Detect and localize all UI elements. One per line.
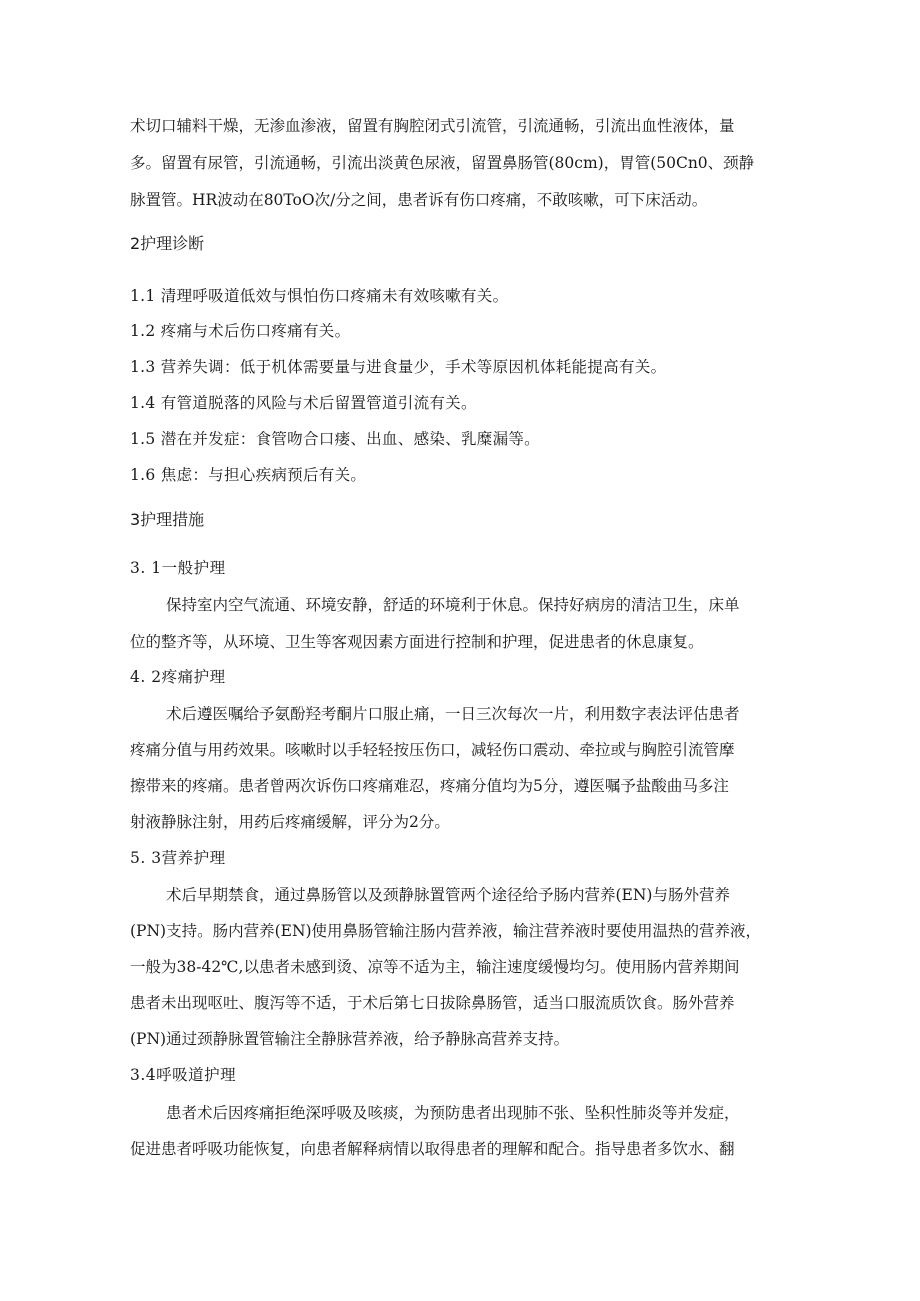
subsection-title-general-care: 3. 1一般护理 (130, 559, 226, 577)
diagnosis-item: 1.6 焦虑：与担心疾病预后有关。 (130, 466, 367, 484)
diagnosis-item: 1.3 营养失调：低于机体需要量与进食量少，手术等原因机体耗能提高有关。 (130, 358, 667, 376)
paragraph-line: 疼痛分值与用药效果。咳嗽时以手轻轻按压伤口，减轻伤口震动、牵拉或与胸腔引流管摩 (130, 741, 735, 759)
diagnosis-item: 1.4 有管道脱落的风险与术后留置管道引流有关。 (130, 394, 477, 412)
diagnosis-item: 1.1 清理呼吸道低效与惧怕伤口疼痛未有效咳嗽有关。 (130, 287, 509, 305)
subsection-title-pain-care: 4. 2疼痛护理 (130, 668, 226, 686)
paragraph-line: 患者未出现呕吐、腹泻等不适，于术后第七日拔除鼻肠管，适当口服流质饮食。肠外营养 (130, 994, 735, 1012)
subsection-title-respiratory-care: 3.4呼吸道护理 (130, 1066, 237, 1084)
diagnosis-item: 1.2 疼痛与术后伤口疼痛有关。 (130, 322, 351, 340)
intro-line: 多。留置有尿管，引流通畅，引流出淡黄色尿液，留置鼻肠管(80cm)，胃管(50Cn0、颈静 (130, 154, 755, 172)
diagnosis-item: 1.5 潜在并发症：食管吻合口瘘、出血、感染、乳糜漏等。 (130, 430, 540, 448)
paragraph-line: 促进患者呼吸功能恢复，向患者解释病情以取得患者的理解和配合。指导患者多饮水、翻 (130, 1140, 735, 1158)
paragraph-line: 患者术后因疼痛拒绝深呼吸及咳痰，为预防患者出现肺不张、坠积性肺炎等并发症， (166, 1104, 740, 1122)
paragraph-line: 擦带来的疼痛。患者曾两次诉伤口疼痛难忍，疼痛分值均为5分，遵医嘱予盐酸曲马多注 (130, 777, 729, 795)
intro-line: 脉置管。HR波动在80ToO次/分之间，患者诉有伤口疼痛，不敢咳嗽，可下床活动。 (130, 191, 708, 209)
paragraph-line: 一般为38-42℃,以患者未感到烫、凉等不适为主，输注速度缓慢均匀。使用肠内营养期间 (130, 958, 740, 976)
paragraph-line: 位的整齐等，从环境、卫生等客观因素方面进行控制和护理，促进患者的休息康复。 (130, 633, 704, 651)
section-heading-diagnosis: 2护理诊断 (130, 234, 205, 253)
paragraph-line: 术后遵医嘱给予氨酚羟考酮片口服止痛，一日三次每次一片，利用数字表法评估患者 (166, 705, 740, 723)
intro-line: 术切口辅料干燥，无渗血渗液，留置有胸腔闭式引流管，引流通畅，引流出血性液体，量 (130, 117, 735, 135)
paragraph-line: 保持室内空气流通、环境安静，舒适的环境利于休息。保持好病房的清洁卫生，床单 (166, 596, 740, 614)
paragraph-line: (PN)支持。肠内营养(EN)使用鼻肠管输注肠内营养液，输注营养液时要使用温热的营养液， (130, 922, 762, 940)
paragraph-line: (PN)通过颈静脉置管输注全静脉营养液，给予静脉高营养支持。 (130, 1030, 570, 1048)
paragraph-line: 术后早期禁食，通过鼻肠管以及颈静脉置管两个途径给予肠内营养(EN)与肠外营养 (166, 886, 730, 904)
paragraph-line: 射液静脉注射，用药后疼痛缓解，评分为2分。 (130, 813, 450, 831)
subsection-title-nutrition-care: 5. 3营养护理 (130, 849, 226, 867)
section-heading-measures: 3护理措施 (130, 510, 205, 529)
